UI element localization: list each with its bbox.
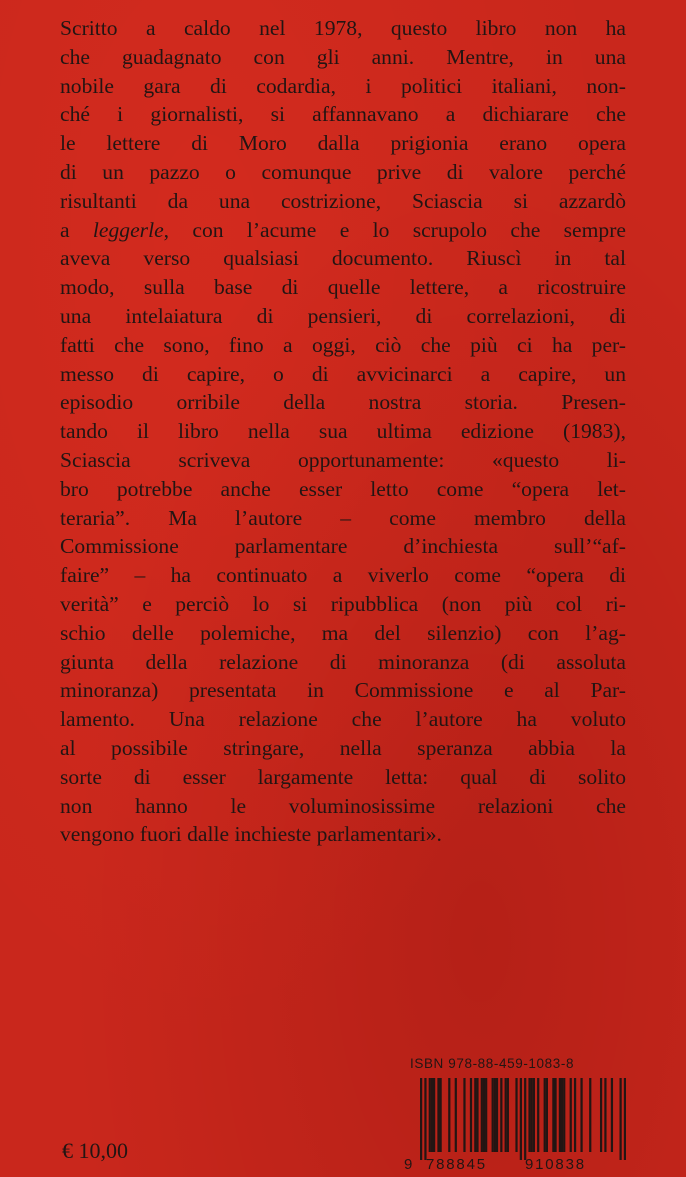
barcode-bar — [520, 1078, 522, 1160]
blurb-line: sorte di esser largamente letta: qual di solito — [60, 764, 626, 789]
barcode-bar — [420, 1078, 422, 1160]
ean-digits — [404, 1156, 632, 1176]
barcode-bar — [570, 1078, 572, 1152]
barcode-bar — [476, 1078, 478, 1152]
italic-word: leggerle — [92, 217, 164, 242]
barcode-bar — [528, 1078, 530, 1152]
isbn-barcode-block — [404, 1056, 632, 1174]
barcode-bar — [574, 1078, 576, 1152]
barcode-bar — [604, 1078, 606, 1152]
barcode-bar — [589, 1078, 591, 1152]
barcode-bar — [544, 1078, 546, 1152]
blurb-line: faire” – ha continuato a viverlo come “opera di — [60, 563, 626, 588]
blurb-line: lamento. Una relazione che l’autore ha voluto — [60, 707, 626, 732]
barcode-bar — [440, 1078, 442, 1152]
barcode-bar — [559, 1078, 561, 1152]
blurb-line: verità” e perciò lo si ripubblica (non più col ri- — [60, 591, 626, 616]
barcode-bar — [424, 1078, 426, 1160]
barcode-bar — [515, 1078, 517, 1152]
blurb-line: schio delle polemiche, ma del silenzio) con l’ag- — [60, 620, 626, 645]
blurb-line: una intelaiatura di pensieri, di correlazioni, di — [60, 303, 626, 328]
blurb-text — [60, 14, 626, 849]
ean-first-digit: 9 — [404, 1156, 415, 1173]
ean-left-group: 788845 — [426, 1156, 487, 1173]
blurb-line: Commissione parlamentare d’inchiesta sull’“af- — [60, 534, 626, 559]
barcode-bar — [448, 1078, 450, 1152]
blurb-line: messo di capire, o di avvicinarci a capire, un — [60, 361, 626, 386]
blurb-line: giunta della relazione di minoranza (di assoluta — [60, 649, 626, 674]
barcode-bar — [600, 1078, 602, 1152]
blurb-line: che guadagnato con gli anni. Mentre, in una — [60, 44, 626, 69]
blurb-line: le lettere di Moro dalla prigionia erano opera — [60, 131, 626, 156]
blurb-line: al possibile stringare, nella speranza abbia la — [60, 735, 626, 760]
blurb-line: teraria”. Ma l’autore – come membro della — [60, 505, 626, 530]
blurb-line: Sciascia scriveva opportunamente: «questo li- — [60, 447, 626, 472]
barcode-bar — [505, 1078, 507, 1152]
barcode-bar — [455, 1078, 457, 1152]
blurb-line: minoranza) presentata in Commissione e al Par- — [60, 678, 626, 703]
blurb-line-suffix: , con l’acume e lo scrupolo che sempre — [163, 217, 626, 242]
barcode-bar — [433, 1078, 435, 1152]
barcode-bar — [507, 1078, 509, 1152]
blurb-line-prefix: a — [60, 217, 93, 242]
barcode-bar — [552, 1078, 554, 1152]
blurb-line: nobile gara di codardia, i politici italiani, non- — [60, 73, 626, 98]
barcode-bar — [563, 1078, 565, 1152]
barcode-bar — [496, 1078, 498, 1152]
blurb-line: aveva verso qualsiasi documento. Riuscì in tal — [60, 246, 626, 271]
barcode-bar — [533, 1078, 535, 1152]
blurb-line-with-italic — [60, 216, 626, 245]
barcode-bar — [485, 1078, 487, 1152]
barcode-bar — [537, 1078, 539, 1152]
barcode-bar — [624, 1078, 626, 1160]
blurb-line: tando il libro nella sua ultima edizione (1983), — [60, 419, 626, 444]
barcode-bar — [561, 1078, 563, 1152]
barcode-bar — [492, 1078, 494, 1152]
blurb-line: vengono fuori dalle inchieste parlamentari». — [60, 822, 442, 847]
barcode-bar — [546, 1078, 548, 1152]
price-label: € 10,00 — [62, 1138, 128, 1163]
barcode-bar — [437, 1078, 439, 1152]
barcode-bar — [494, 1078, 496, 1152]
barcode-graphic — [420, 1078, 626, 1160]
blurb-line: non hanno le voluminosissime relazioni che — [60, 793, 626, 818]
blurb-line: Scritto a caldo nel 1978, questo libro non ha — [60, 16, 626, 40]
barcode-bar — [431, 1078, 433, 1152]
blurb-line: di un pazzo o comunque prive di valore perché — [60, 159, 626, 184]
barcode-bar — [474, 1078, 476, 1152]
blurb-line: risultanti da una costrizione, Sciascia si azzardò — [60, 188, 626, 213]
blurb-line: bro potrebbe anche esser letto come “opera let- — [60, 476, 626, 501]
blurb-line: ché i giornalisti, si affannavano a dichiarare che — [60, 102, 626, 127]
barcode-bar — [481, 1078, 483, 1152]
barcode-bar — [429, 1078, 431, 1152]
barcode-bar — [470, 1078, 472, 1152]
blurb-line: modo, sulla base di quelle lettere, a ricostruire — [60, 275, 626, 300]
barcode-bar — [580, 1078, 582, 1152]
barcode-bar — [619, 1078, 621, 1160]
barcode-bars — [420, 1078, 626, 1160]
barcode-bar — [500, 1078, 502, 1152]
barcode-bar — [463, 1078, 465, 1152]
blurb-line: episodio orribile della nostra storia. Presen- — [60, 390, 626, 415]
barcode-bar — [531, 1078, 533, 1152]
barcode-bar — [524, 1078, 526, 1160]
barcode-bar — [554, 1078, 556, 1152]
isbn-label: ISBN 978-88-459-1083-8 — [410, 1056, 575, 1071]
barcode-bar — [483, 1078, 485, 1152]
ean-right-group: 910838 — [525, 1156, 586, 1173]
blurb-line: fatti che sono, fino a oggi, ciò che più ci ha per- — [60, 332, 626, 357]
barcode-bar — [611, 1078, 613, 1152]
